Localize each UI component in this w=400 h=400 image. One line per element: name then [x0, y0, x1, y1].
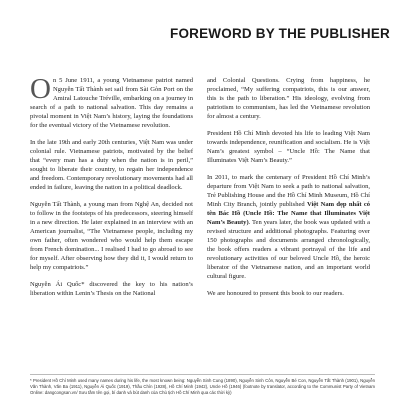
paragraph-1	[30, 73, 193, 130]
paragraph-7-text-a: In 2011, to mark the centenary of President Hồ Chí Minh’s departure from Việt Nam to seek a path to national salvation, Trẻ Publishing House and the Hồ Chí Minh Museum, Hồ Chí Minh City Branch, jointly published	[207, 174, 370, 208]
paragraph-6: President Hồ Chí Minh devoted his life to leading Việt Nam towards independence, reunification and socialism. He is Việt Nam’s greatest symbol – “Uncle Hồ: The Name that Illuminates Việt Nam’s Beauty.”	[207, 130, 370, 164]
footnote-divider	[30, 374, 375, 375]
page-title: FOREWORD BY THE PUBLISHER	[170, 26, 391, 41]
paragraph-3: Nguyễn Tất Thành, a young man from Nghệ An, decided not to follow in the footsteps of his predecessors, steering himself in a new direction. He later explained in an interview with an American journalist, “The Vietnamese people, including my own father, often wondered who would help them escape from French domination... I realised I had to go abroad to see for myself. After observing how they did it, I would return to help my compatriots.”	[30, 201, 193, 271]
paragraph-7	[207, 173, 370, 281]
footnote: * President Hồ Chí Minh used many names during his life, the most known being: Nguyễn Sinh Cung (1890), Nguyễn Sinh Côn, Nguyễn Bé Con, Nguyễn Tất Thành (1901), Nguyễn Văn Thành, Văn Ba (1911), Nguyễn Ái Quốc (1919), Thầu Chín (1928), Hồ Chí Minh (1942), Uncle Hồ (1946) (footnote by translator, according to the Communist Party of Vietnam Online: dangcongsan.vn/ Sưu tầm tên gọi, bí danh và bút danh của Chủ tịch Hồ Chí Minh qua các thời kỳ)	[30, 378, 375, 396]
right-column	[207, 76, 370, 306]
paragraph-8: We are honoured to present this book to our readers.	[207, 290, 344, 297]
left-column	[30, 73, 193, 306]
paragraph-2: In the late 19th and early 20th centuries, Việt Nam was under colonial rule. Vietnamese patriots, motivated by the belief that “every man has a duty when the nation is in peril,” sought to liberate their country, to regain her independence and freedom. Contemporary revolutionary movements had all ended in failure, leaving the nation in a political deadlock.	[30, 139, 193, 191]
drop-cap: O	[30, 73, 51, 105]
paragraph-1-text: n 5 June 1911, a young Vietnamese patriot named Nguyễn Tất Thành set sail from Sài Gòn Port on the Amiral Latouche Tréville, embarking on a journey in search of a path to national salvation. This day remains a pivotal moment in Việt Nam’s history, laying the foundations for the eventual victory of the Vietnamese revolution.	[30, 77, 193, 129]
paragraph-5: and Colonial Questions. Crying from happiness, he proclaimed, “My suffering compatriots, this is our answer, this is the path to liberation.” His ideology, evolving from patriotism to communism, has led the Vietnamese revolution for almost a century.	[207, 77, 370, 120]
book-title-bold: Việt Nam đẹp nhất có tên Bác Hồ (Uncle Hồ: The Name that Illuminates Việt Nam’s Beauty)	[207, 201, 371, 226]
paragraph-7-text-b: . Ten years later, the book was updated with a revised structure and additional photographs. Featuring over 150 photographs and documents arranged chronologically, the book offers readers a vibrant portrayal of the life and revolutionary activities of our beloved Uncle Hồ, the heroic liberator of the Vietnamese nation, and an important world cultural figure.	[207, 219, 370, 280]
paragraph-4: Nguyễn Ái Quốc* discovered the key to his nation’s liberation within Lenin’s Thesis on the National	[30, 281, 193, 297]
